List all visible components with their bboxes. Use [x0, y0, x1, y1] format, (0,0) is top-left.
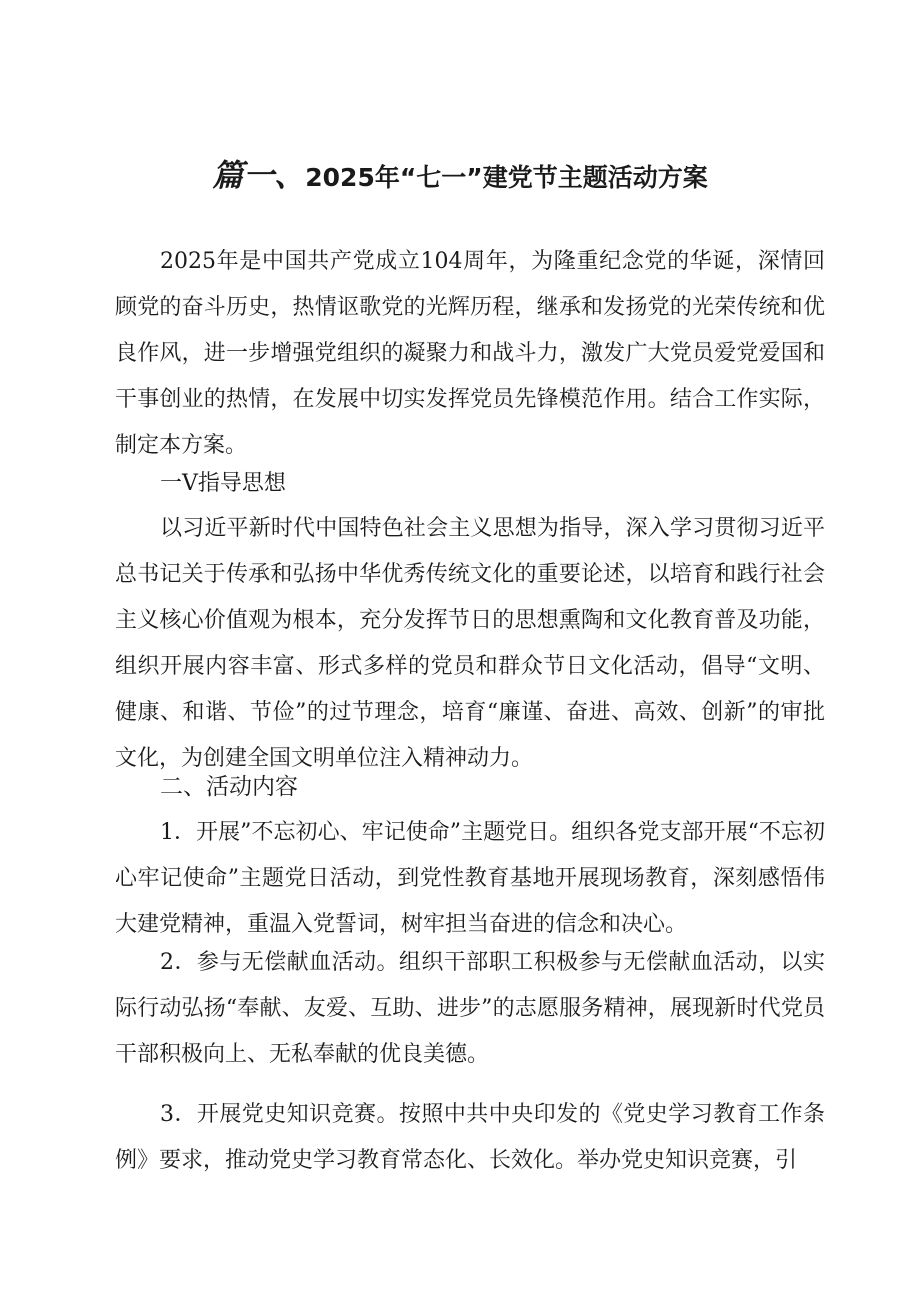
intro-block [115, 239, 825, 469]
item3-block [115, 1092, 825, 1184]
title-main: 2025年“七一”建党节主题活动方案 [305, 163, 708, 192]
section1-block [115, 506, 825, 782]
item1-paragraph: 1．开展”不忘初心、牢记使命”主题党日。组织各党支部开展“不忘初心牢记使命”主题党日活动，到党性教育基地开展现场教育，深刻感悟伟大建党精神，重温入党誓词，树牢担当奋进的信念和决心。 [115, 820, 825, 937]
section2-heading: 二、活动内容 [160, 774, 298, 800]
title-prefix: 篇一、 [212, 158, 306, 194]
section1-heading: 一V指导思想 [160, 471, 286, 496]
section1-heading-block [115, 461, 825, 507]
intro-paragraph: 2025年是中国共产党成立104周年，为隆重纪念党的华诞，深情回顾党的奋斗历史，热情讴歌党的光辉历程，继承和发扬党的光荣传统和优良作风，进一步增强党组织的凝聚力和战斗力，激发广大党员爱党爱国和干事创业的热情，在发展中切实发挥党员先锋模范作用。结合工作实际，制定本方案。 [115, 249, 825, 458]
section1-paragraph: 以习近平新时代中国特色社会主义思想为指导，深入学习贯彻习近平总书记关于传承和弘扬中华优秀传统文化的重要论述，以培育和践行社会主义核心价值观为根本，充分发挥节日的思想熏陶和文化教育普及功能，组织开展内容丰富、形式多样的党员和群众节日文化活动，倡导“文明、健康、和谐、节俭”的过节理念，培育“廉谨、奋进、高效、创新”的审批文化，为创建全国文明单位注入精神动力。 [115, 516, 825, 771]
document-title [0, 150, 920, 195]
item2-paragraph: 2．参与无偿献血活动。组织干部职工积极参与无偿献血活动，以实际行动弘扬“奉献、友爱、互助、进步”的志愿服务精神，展现新时代党员干部积极向上、无私奉献的优良美德。 [115, 950, 825, 1067]
item2-block [115, 940, 825, 1078]
item1-block [115, 810, 825, 948]
item3-paragraph: 3．开展党史知识竞赛。按照中共中央印发的《党史学习教育工作条例》要求，推动党史学习教育常态化、长效化。举办党史知识竞赛，引 [115, 1102, 825, 1173]
section2-heading-block [115, 764, 825, 810]
